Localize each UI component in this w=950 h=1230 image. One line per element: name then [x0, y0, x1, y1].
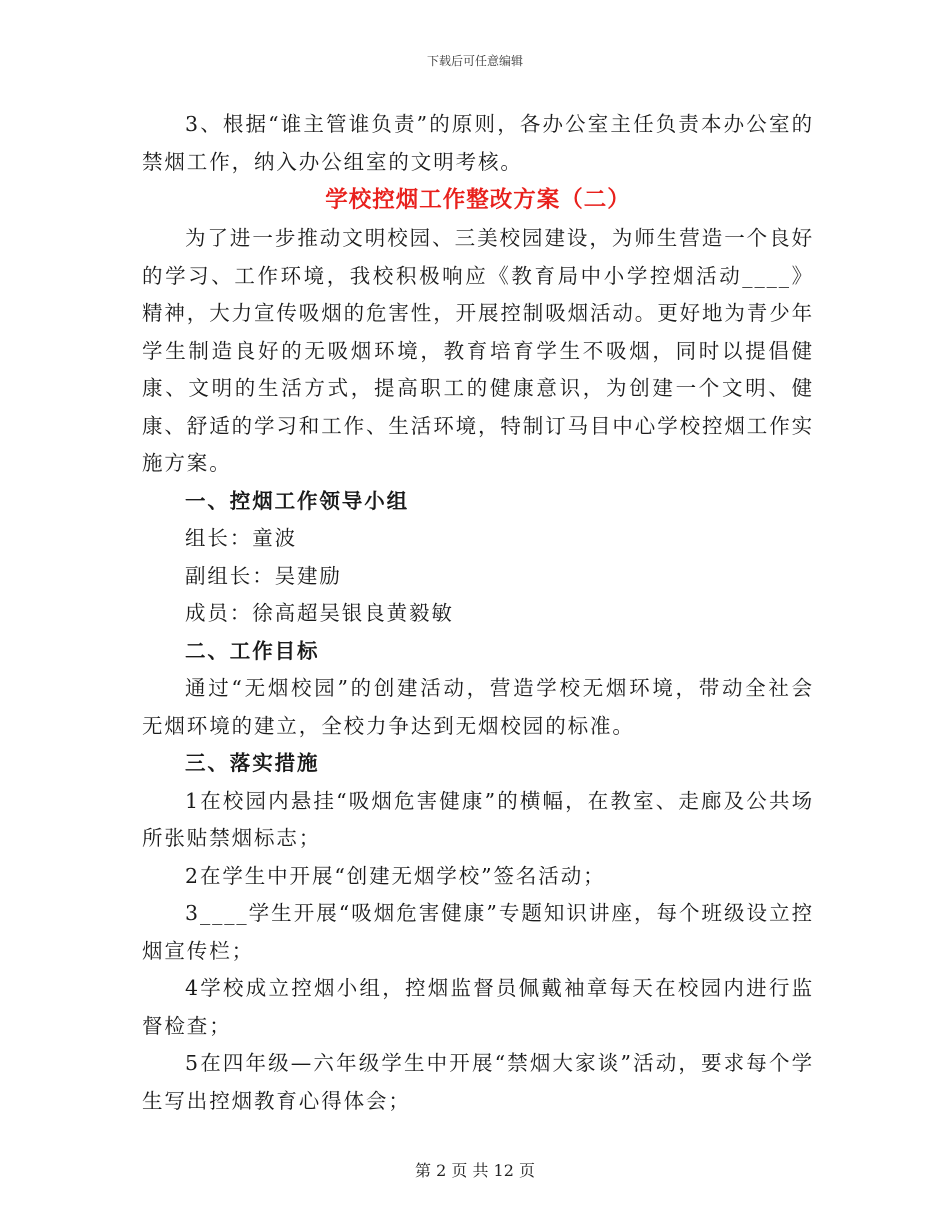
section-3-heading: 三、落实措施: [185, 751, 320, 775]
section-1-heading: 一、控烟工作领导小组: [185, 488, 409, 513]
page-footer: 第 2 页 共 12 页: [415, 1161, 535, 1180]
document-body: [142, 106, 814, 1120]
page-header-note: 下载后可任意编辑: [426, 54, 523, 68]
measure-item: 1在校园内悬挂“吸烟危害健康”的横幅，在教室、走廊及公共场所张贴禁烟标志；: [142, 788, 814, 850]
measure-item: 5在四年级—六年级学生中开展“禁烟大家谈”活动，要求每个学生写出控烟教育心得体会；: [142, 1051, 814, 1113]
section-2-text: 通过“无烟校园”的创建活动，营造学校无烟环境，带动全社会无烟环境的建立，全校力争达到无烟校园的标准。: [142, 676, 814, 738]
deputy-leader-line: 副组长：吴建励: [185, 563, 342, 588]
intro-item: 3、根据“谁主管谁负责”的原则，各办公室主任负责本办公室的禁烟工作，纳入办公组室的文明考核。: [142, 112, 814, 174]
measure-item: 3____学生开展“吸烟危害健康”专题知识讲座，每个班级设立控烟宣传栏；: [142, 901, 814, 963]
members-line: 成员：徐高超吴银良黄毅敏: [185, 601, 454, 625]
section-2-heading: 二、工作目标: [185, 638, 320, 663]
document-title: 学校控烟工作整改方案（二）: [325, 187, 631, 213]
measure-item: 2在学生中开展“创建无烟学校”签名活动；: [185, 863, 606, 888]
leader-line: 组长：童波: [185, 526, 297, 550]
preamble-paragraph: 为了进一步推动文明校园、三美校园建设，为师生营造一个良好的学习、工作环境，我校积极响应《教育局中小学控烟活动____》精神，大力宣传吸烟的危害性，开展控制吸烟活动。更好地为青少年学生制造良好的无吸烟环境，教育培育学生不吸烟，同时以提倡健康、文明的生活方式，提高职工的健康意识，为创建一个文明、健康、舒适的学习和工作、生活环境，特制订马目中心学校控烟工作实施方案。: [142, 226, 814, 475]
measure-item: 4学校成立控烟小组，控烟监督员佩戴袖章每天在校园内进行监督检查；: [142, 976, 814, 1038]
